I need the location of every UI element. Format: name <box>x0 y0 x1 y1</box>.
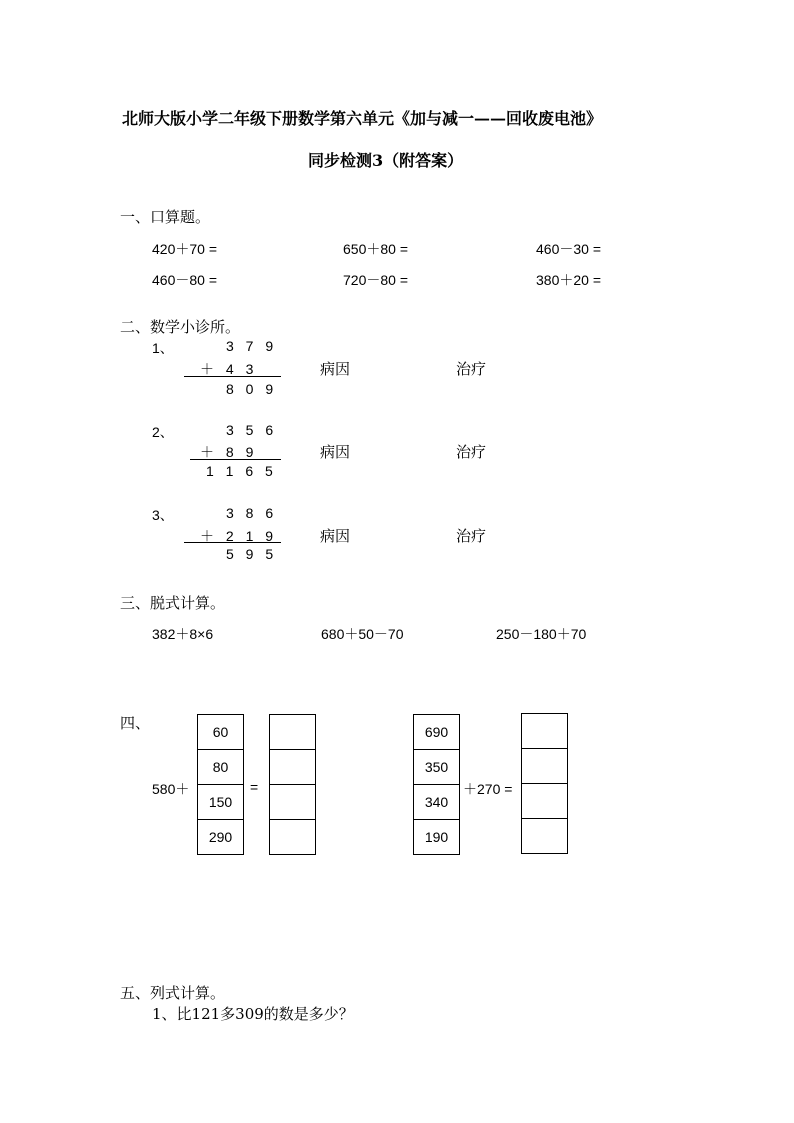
value-cell: 290 <box>208 829 233 845</box>
diagnosis-label: 病因 <box>320 527 351 545</box>
vertical-top-number: 3 8 6 <box>226 505 278 521</box>
step-calc-item: 250－180＋70 <box>496 626 587 642</box>
value-cell: 340 <box>414 785 459 820</box>
vertical-result: 1 1 6 5 <box>206 463 277 479</box>
step-calc-item: 382＋8×6 <box>152 626 214 642</box>
vertical-addend: ＋ 8 9 <box>200 444 258 460</box>
vertical-result: 8 0 9 <box>226 381 278 397</box>
vertical-calc-line <box>184 376 281 377</box>
oral-calc-item: 380＋20 = <box>536 272 601 288</box>
section5-heading: 五、列式计算。 <box>120 984 226 1002</box>
vertical-result: 5 9 5 <box>226 546 278 562</box>
answer-cell[interactable] <box>522 749 567 784</box>
right-suffix: ＋270 = <box>463 781 513 797</box>
value-cell: 60 <box>198 715 243 750</box>
answer-cell[interactable] <box>522 714 567 749</box>
right-answer-column <box>521 713 568 854</box>
answer-cell[interactable] <box>270 820 315 854</box>
vertical-top-number: 3 5 6 <box>226 422 278 438</box>
problem-number: 2、 <box>152 424 174 440</box>
value-cell: 350 <box>414 750 459 785</box>
treatment-label: 治疗 <box>456 443 487 461</box>
section2-heading: 二、数学小诊所。 <box>120 318 241 336</box>
left-prefix: 580＋ <box>152 781 190 797</box>
page-title-line2: 同步检测3（附答案） <box>308 151 464 170</box>
value-cell: 190 <box>424 829 449 845</box>
answer-cell[interactable] <box>522 819 567 853</box>
answer-cell[interactable] <box>270 715 315 750</box>
oral-calc-item: 460－80 = <box>152 272 217 288</box>
treatment-label: 治疗 <box>456 527 487 545</box>
vertical-calc-line <box>190 459 281 460</box>
value-cell: 150 <box>198 785 243 820</box>
answer-cell[interactable] <box>270 750 315 785</box>
treatment-label: 治疗 <box>456 360 487 378</box>
step-calc-item: 680＋50－70 <box>321 626 404 642</box>
vertical-addend: ＋ 4 3 <box>200 361 258 377</box>
vertical-addend: ＋ 2 1 9 <box>200 528 278 544</box>
oral-calc-item: 420＋70 = <box>152 241 217 257</box>
oral-calc-item: 650＋80 = <box>343 241 408 257</box>
word-problem-1: 1、比121多309的数是多少？ <box>152 1005 354 1023</box>
section4-heading: 四、 <box>120 714 151 732</box>
left-values-column <box>197 714 244 855</box>
page-title-line1: 北师大版小学二年级下册数学第六单元《加与减一——回收废电池》 <box>122 109 603 128</box>
problem-number: 3、 <box>152 507 174 523</box>
vertical-calc-line <box>184 542 281 543</box>
answer-cell[interactable] <box>270 785 315 820</box>
oral-calc-item: 460－30 = <box>536 241 601 257</box>
answer-cell[interactable] <box>522 784 567 819</box>
section1-heading: 一、口算题。 <box>120 208 211 226</box>
left-answer-column <box>269 714 316 855</box>
diagnosis-label: 病因 <box>320 360 351 378</box>
problem-number: 1、 <box>152 340 174 356</box>
diagnosis-label: 病因 <box>320 443 351 461</box>
right-values-column <box>413 714 460 855</box>
value-cell: 80 <box>198 750 243 785</box>
section3-heading: 三、脱式计算。 <box>120 594 226 612</box>
vertical-top-number: 3 7 9 <box>226 338 278 354</box>
left-equals: = <box>250 779 259 795</box>
value-cell: 690 <box>414 715 459 750</box>
oral-calc-item: 720－80 = <box>343 272 408 288</box>
